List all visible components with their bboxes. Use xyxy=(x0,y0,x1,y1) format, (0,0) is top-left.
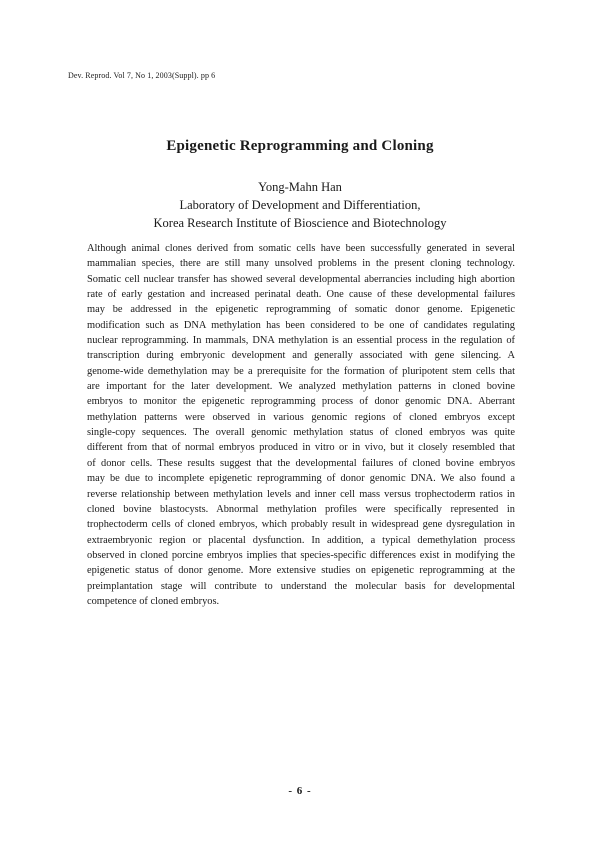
abstract-line: rate of early gestation and increased perinatal death. One cause of these developmental failures xyxy=(87,289,515,301)
abstract xyxy=(87,241,515,609)
abstract-line: cloned bovine blastocysts. Abnormal methylation profiles were specifically represented in xyxy=(87,503,515,515)
page-number: - 6 - xyxy=(288,785,312,797)
abstract-line: different from that of normal embryos produced in vitro or in vivo, but it closely resembled that xyxy=(87,442,515,454)
abstract-line: epigenetic status of donor genome. More extensive studies on epigenetic reprogramming at the xyxy=(87,565,515,577)
abstract-line: genome-wide demethylation may be a prerequisite for the formation of pluripotent stem cells that xyxy=(87,365,515,377)
affiliation-line: Korea Research Institute of Bioscience and Biotechnology xyxy=(153,216,447,230)
abstract-line: single-copy sequences. The overall genomic methylation status of cloned embryos was quite xyxy=(87,427,515,439)
abstract-line: modification such as DNA methylation has been considered to be one of candidates regulating xyxy=(87,319,515,331)
abstract-line: competence of cloned embryos. xyxy=(87,595,220,607)
abstract-line: reverse relationship between methylation levels and inner cell mass versus trophectoderm ratios in xyxy=(87,488,515,500)
abstract-line: trophectoderm cells of cloned embryos, which probably result in widespread gene dysregulation in xyxy=(87,519,515,531)
abstract-line: embryos to monitor the epigenetic reprogramming process of donor genomic DNA. Aberrant xyxy=(87,396,515,408)
author-block xyxy=(0,178,600,232)
abstract-line: methylation patterns were observed in various genomic regions of cloned embryos except xyxy=(87,411,515,423)
abstract-line: observed in cloned porcine embryos implies that species-specific differences exist in modifying the xyxy=(87,549,515,561)
abstract-line: Although animal clones derived from somatic cells have been successfully generated in several xyxy=(87,243,515,254)
affiliation-line: Laboratory of Development and Differentiation, xyxy=(179,198,421,212)
abstract-line: may be due to incomplete epigenetic reprogramming of donor genomic DNA. We also found a xyxy=(87,473,515,485)
abstract-line: mammalian species, there are still many unsolved problems in the present cloning technology. xyxy=(87,258,515,270)
abstract-line: are important for the later development. We analyzed methylation patterns in cloned bovine xyxy=(87,381,515,393)
abstract-line: transcription during embryonic development and generally associated with gene silencing. A xyxy=(87,350,515,362)
paper-title: Epigenetic Reprogramming and Cloning xyxy=(166,138,434,154)
abstract-line: may be addressed in the epigenetic reprogramming of somatic donor genome. Epigenetic xyxy=(87,304,515,316)
abstract-line: Somatic cell nuclear transfer has showed several developmental aberrancies including high abortion xyxy=(87,273,515,285)
abstract-line: extraembryonic region or placental dysfunction. In addition, a typical demethylation process xyxy=(87,534,515,546)
abstract-line: preimplantation stage will contribute to understand the molecular basis for developmental xyxy=(87,580,515,592)
abstract-line: nuclear reprogramming. In mammals, DNA methylation is an essential process in the regulation of xyxy=(87,335,515,347)
journal-reference: Dev. Reprod. Vol 7, No 1, 2003(Suppl). pp 6 xyxy=(68,71,216,80)
abstract-line: of donor cells. These results suggest that the developmental failures of cloned bovine embryos xyxy=(87,457,515,469)
author-name: Yong-Mahn Han xyxy=(258,180,342,194)
